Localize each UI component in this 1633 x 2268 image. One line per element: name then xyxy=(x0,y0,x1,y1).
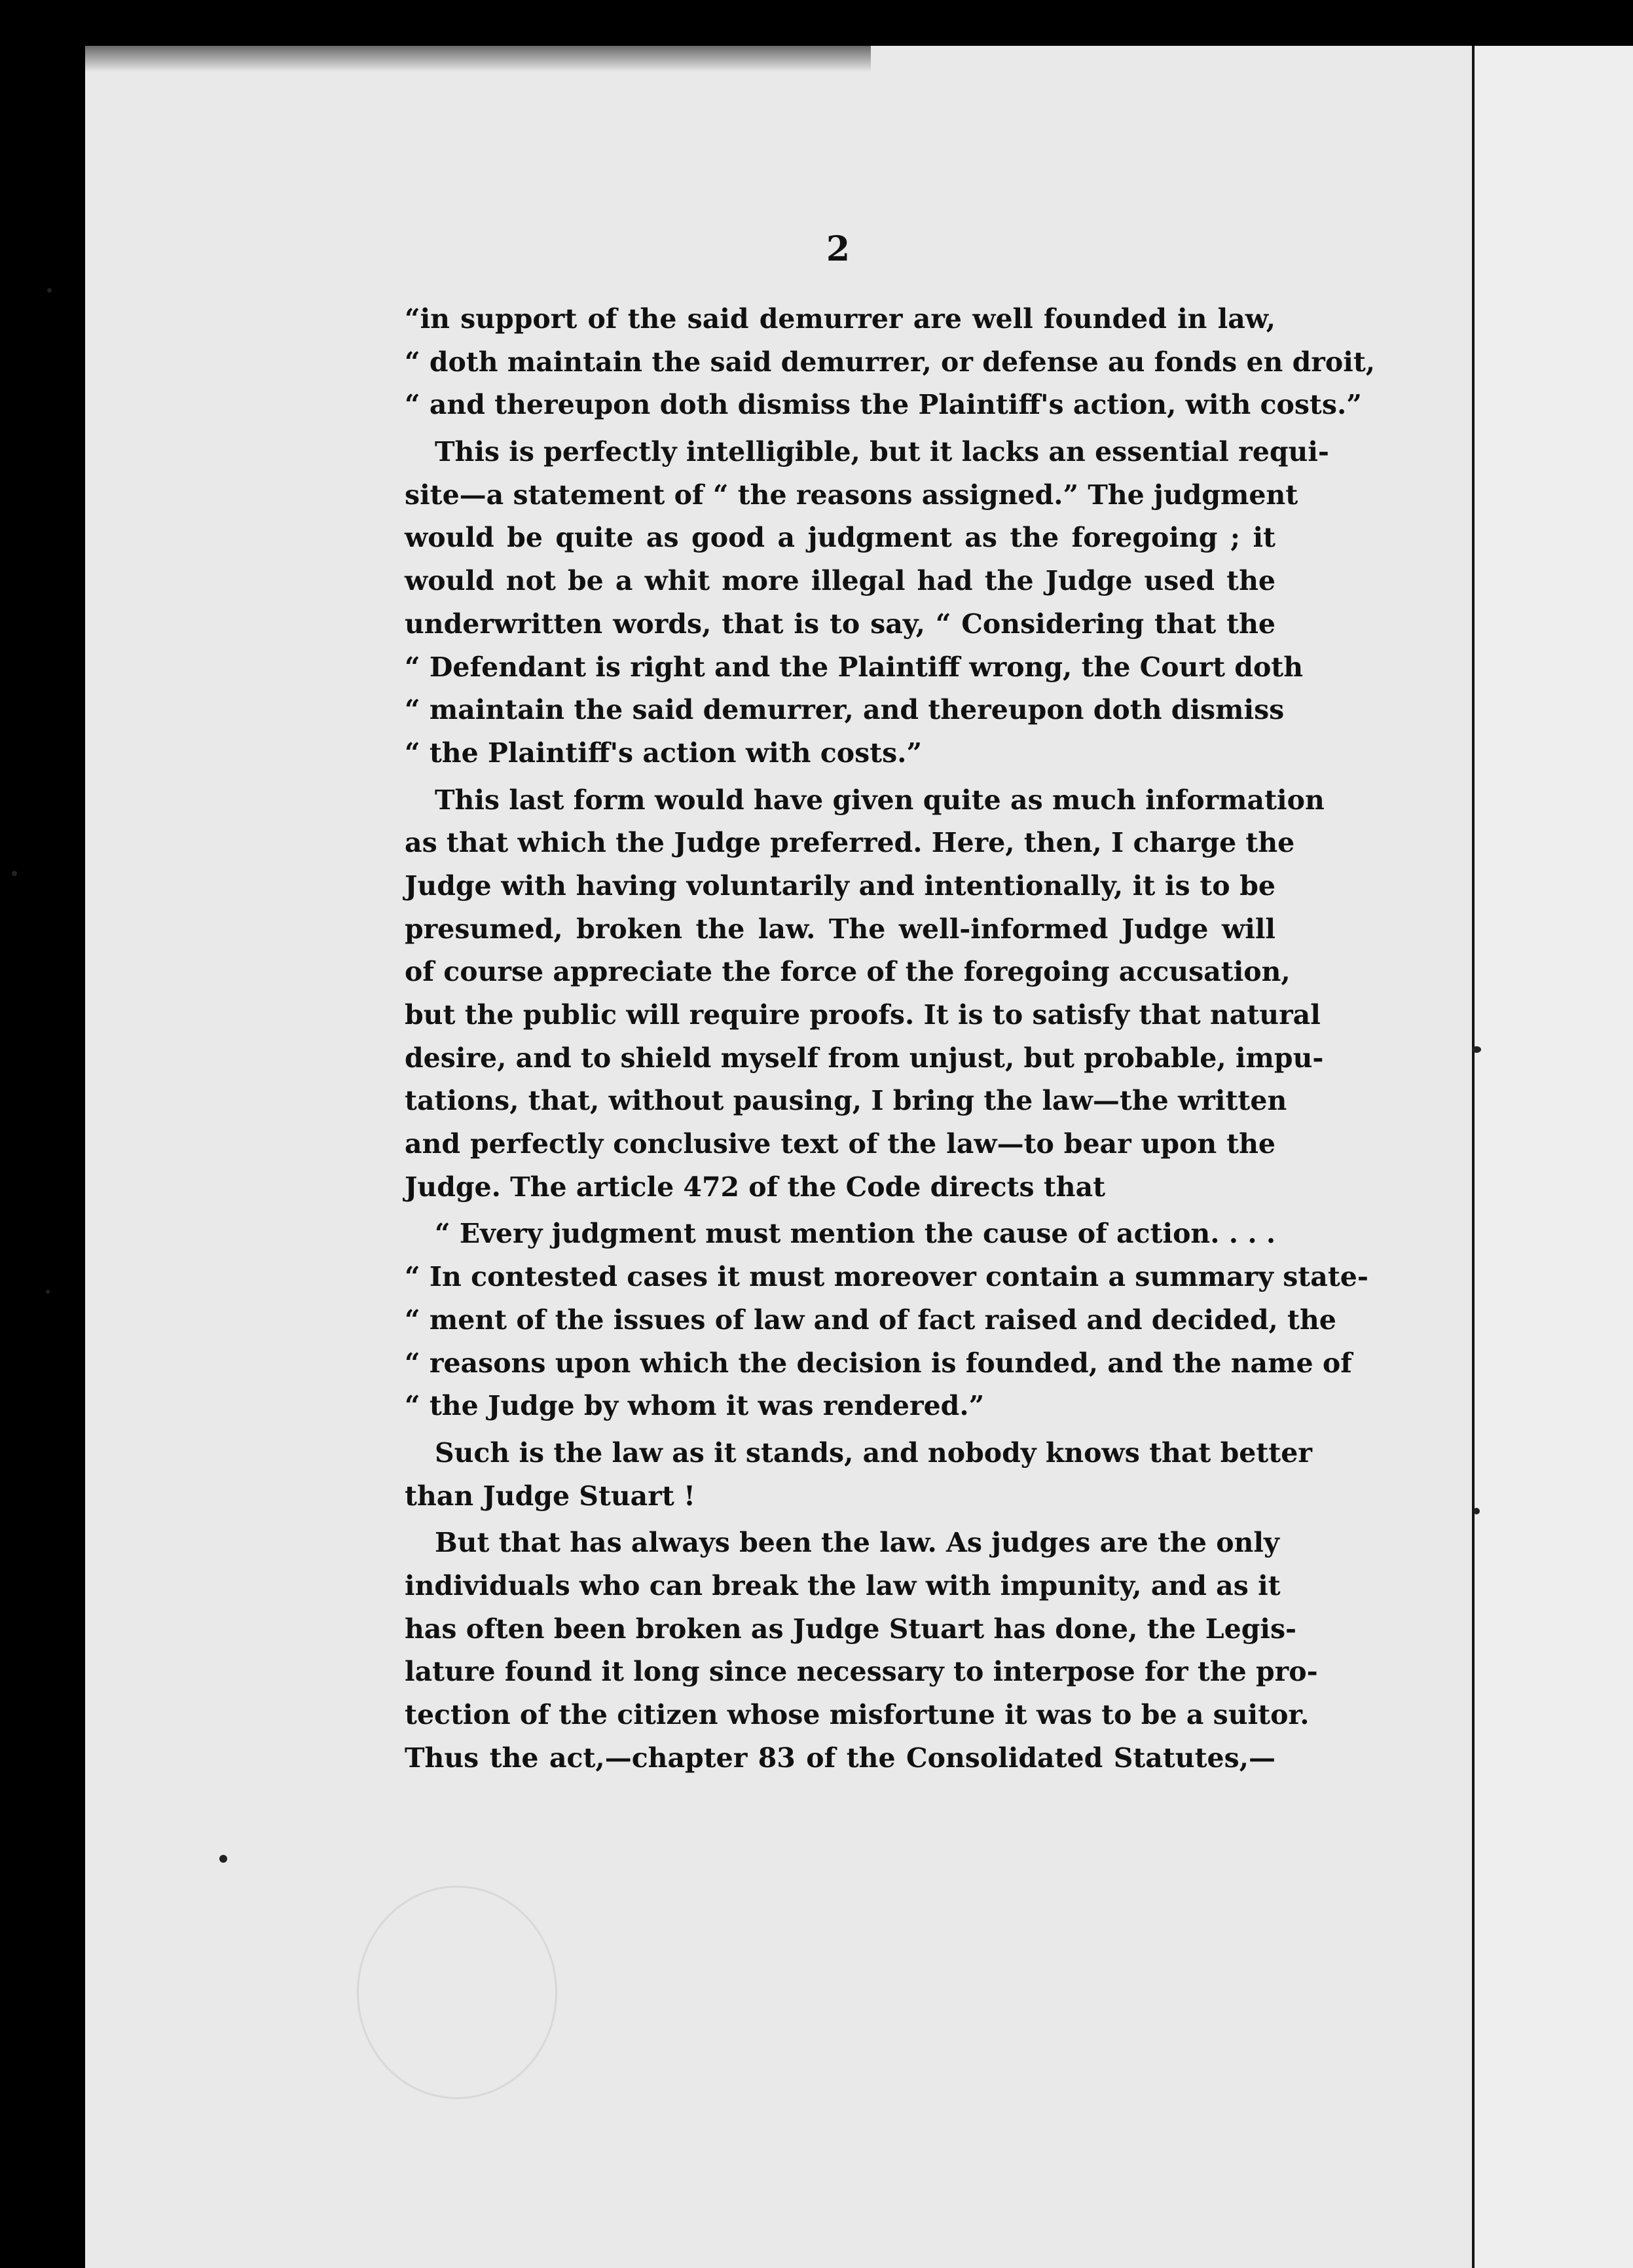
paper-top-shadow xyxy=(85,46,871,72)
text-line: “ and thereupon doth dismiss the Plaintiff's action, with costs.” xyxy=(405,389,1362,421)
text-line: has often been broken as Judge Stuart has done, the Legis- xyxy=(405,1613,1297,1645)
scan-speck xyxy=(47,288,52,293)
text-line: “ the Plaintiff's action with costs.” xyxy=(405,737,923,769)
scan-speck xyxy=(1473,1508,1480,1514)
page-number: 2 xyxy=(826,229,851,269)
body-text xyxy=(405,298,1376,1780)
text-line: would be quite as good a judgment as the foregoing ; it xyxy=(405,522,1275,554)
scan-speck xyxy=(219,1855,227,1863)
text-line: than Judge Stuart ! xyxy=(405,1480,696,1512)
text-line: desire, and to shield myself from unjust, but probable, impu- xyxy=(405,1042,1324,1074)
quote-line: “ the Judge by whom it was rendered.” xyxy=(405,1390,985,1422)
text-line: “ Defendant is right and the Plaintiff wrong, the Court doth xyxy=(405,651,1304,683)
text-line: and perfectly conclusive text of the law—to bear upon the xyxy=(405,1128,1275,1160)
text-line: presumed, broken the law. The well-informed Judge will xyxy=(405,913,1275,945)
scan-speck xyxy=(12,871,17,876)
text-line: but the public will require proofs. It is to satisfy that natural xyxy=(405,999,1321,1031)
text-line: underwritten words, that is to say, “ Considering that the xyxy=(405,608,1275,640)
text-line: lature found it long since necessary to interpose for the pro- xyxy=(405,1656,1318,1688)
text-line: tations, that, without pausing, I bring the law—the written xyxy=(405,1085,1287,1117)
quote-line: “ reasons upon which the decision is founded, and the name of xyxy=(405,1347,1352,1379)
quote-line: “ In contested cases it must moreover contain a summary state- xyxy=(405,1261,1368,1293)
text-line: as that which the Judge preferred. Here, then, I charge the xyxy=(405,827,1295,859)
quote-line: “ Every judgment must mention the cause of action. . . . xyxy=(435,1218,1276,1250)
text-line: Such is the law as it stands, and nobody knows that better xyxy=(435,1436,1312,1469)
quote-line: “ ment of the issues of law and of fact raised and decided, the xyxy=(405,1304,1336,1336)
scan-speck xyxy=(1472,1046,1481,1053)
text-line: Judge with having voluntarily and intentionally, it is to be xyxy=(405,869,1275,902)
adjacent-page-edge xyxy=(1475,46,1633,2268)
scan-speck xyxy=(46,1290,50,1294)
text-line: individuals who can break the law with impunity, and as it xyxy=(405,1569,1281,1601)
text-line: of course appreciate the force of the foregoing accusation, xyxy=(405,956,1291,988)
text-line: would not be a whit more illegal had the Judge used the xyxy=(405,565,1275,597)
text-line: “ doth maintain the said demurrer, or defense au fonds en droit, xyxy=(405,346,1376,378)
text-line: This last form would have given quite as much information xyxy=(435,784,1325,816)
text-line: This is perfectly intelligible, but it lacks an essential requi- xyxy=(435,436,1329,468)
text-line: “in support of the said demurrer are well founded in law, xyxy=(405,303,1275,335)
text-line: Judge. The article 472 of the Code directs that xyxy=(405,1171,1106,1203)
faint-stamp-mark xyxy=(357,1886,557,2099)
text-line: “ maintain the said demurrer, and thereupon doth dismiss xyxy=(405,694,1285,726)
text-line: But that has always been the law. As judges are the only xyxy=(435,1527,1279,1559)
text-line: Thus the act,—chapter 83 of the Consolidated Statutes,— xyxy=(405,1742,1275,1774)
text-line: site—a statement of “ the reasons assigned.” The judgment xyxy=(405,479,1298,511)
text-line: tection of the citizen whose misfortune it was to be a suitor. xyxy=(405,1699,1310,1730)
